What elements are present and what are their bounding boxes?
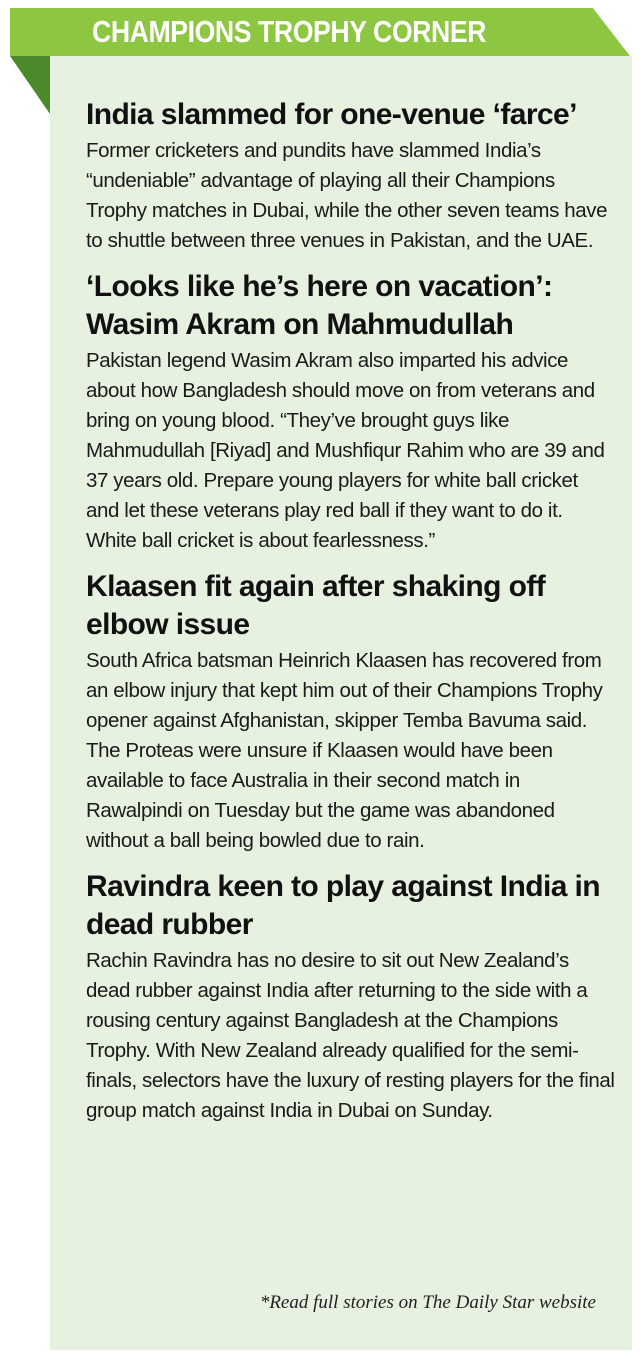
story-body: Former cricketers and pundits have slammed India’s “undeniable” advantage of playing all their Champions Trophy matches in Dubai, while the other seven teams have to shuttle between three venues in Pakistan, and the UAE.	[86, 139, 608, 252]
story-body: South Africa batsman Heinrich Klaasen has recovered from an elbow injury that kept him out of their Champions Trophy opener against Afghanistan, skipper Temba Bavuma said. The Proteas were unsure if Klaasen would have been available to face Australia in their second match in Rawalpindi on Tuesday but the game was abandoned without a ball being bowled due to rain.	[86, 649, 603, 852]
story-headline: Ravindra keen to play against India in dead rubber	[86, 870, 601, 941]
story-headline: ‘Looks like he’s here on vacation’: Wasim Akram on Mahmudullah	[86, 270, 553, 341]
story-headline: Klaasen fit again after shaking off elbow issue	[86, 570, 546, 641]
story-ravindra	[86, 868, 616, 1126]
story-body: Rachin Ravindra has no desire to sit out New Zealand’s dead rubber against India after returning to the side with a rousing century against Bangladesh at the Champions Trophy. With New Zealand already qualified for the semi-finals, selectors have the luxury of resting players for the final group match against India in Dubai on Sunday.	[86, 949, 615, 1122]
banner-fold	[10, 56, 50, 114]
banner-title: CHAMPIONS TROPHY CORNER	[92, 14, 487, 49]
stories-list	[86, 96, 616, 1138]
story-india-venue	[86, 96, 616, 256]
footnote: *Read full stories on The Daily Star website	[259, 1292, 596, 1313]
story-klaasen	[86, 568, 616, 856]
story-wasim-akram	[86, 268, 616, 556]
story-body: Pakistan legend Wasim Akram also imparted his advice about how Bangladesh should move on from veterans and bring on young blood. “They’ve brought guys like Mahmudullah [Riyad] and Mushfiqur Rahim who are 39 and 37 years old. Prepare young players for white ball cricket and let these veterans play red ball if they want to do it. White ball cricket is about fearlessness.”	[86, 349, 605, 552]
story-headline: India slammed for one-venue ‘farce’	[86, 98, 577, 131]
